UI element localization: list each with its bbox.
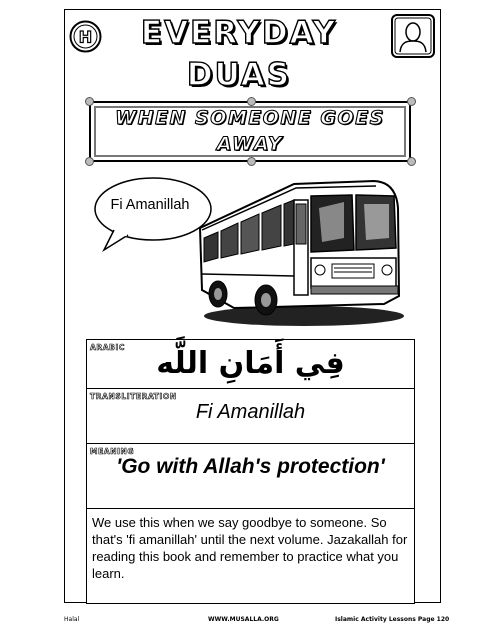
h-badge-icon	[69, 20, 102, 53]
footer-page-number: Islamic Activity Lessons Page 120	[335, 616, 450, 623]
transliteration-label: TRANSLITERATION	[90, 392, 177, 401]
meaning-text: 'Go with Allah's protection'	[116, 455, 385, 478]
page-title-line2: DUAS	[186, 57, 292, 93]
badge-letter: H	[78, 27, 93, 47]
arabic-row	[86, 339, 415, 389]
transliteration-text: Fi Amanillah	[195, 401, 306, 423]
description-text: We use this when we say goodbye to someone. So that's 'fi amanillah' until the next volume. Jazakallah for reading this book and remember to practice what you learn.	[92, 515, 408, 581]
footer-website: WWW.MUSALLA.ORG	[208, 616, 279, 623]
frame-corner-dot	[85, 157, 94, 166]
arabic-label: ARABIC	[90, 343, 125, 352]
frame-corner-dot	[407, 97, 416, 106]
bus-icon	[194, 178, 404, 328]
frame-corner-dot	[247, 157, 256, 166]
arabic-text: فِي أَمَانِ اللَّه	[156, 346, 345, 381]
footer-left: Halal	[64, 616, 80, 623]
frame-corner-dot	[85, 97, 94, 106]
meaning-label: MEANING	[90, 447, 135, 456]
subtitle-line1: WHEN SOMEONE GOES	[115, 107, 385, 129]
meaning-row	[86, 443, 415, 509]
person-avatar-icon	[391, 14, 435, 58]
subtitle-line2: AWAY	[216, 133, 284, 155]
bubble-text: Fi Amanillah	[110, 197, 190, 213]
transliteration-row	[86, 388, 415, 444]
description-box	[86, 508, 415, 604]
frame-corner-dot	[407, 157, 416, 166]
page-title-line1: EVERYDAY	[140, 15, 338, 51]
subtitle-frame	[89, 101, 411, 162]
frame-corner-dot	[247, 97, 256, 106]
